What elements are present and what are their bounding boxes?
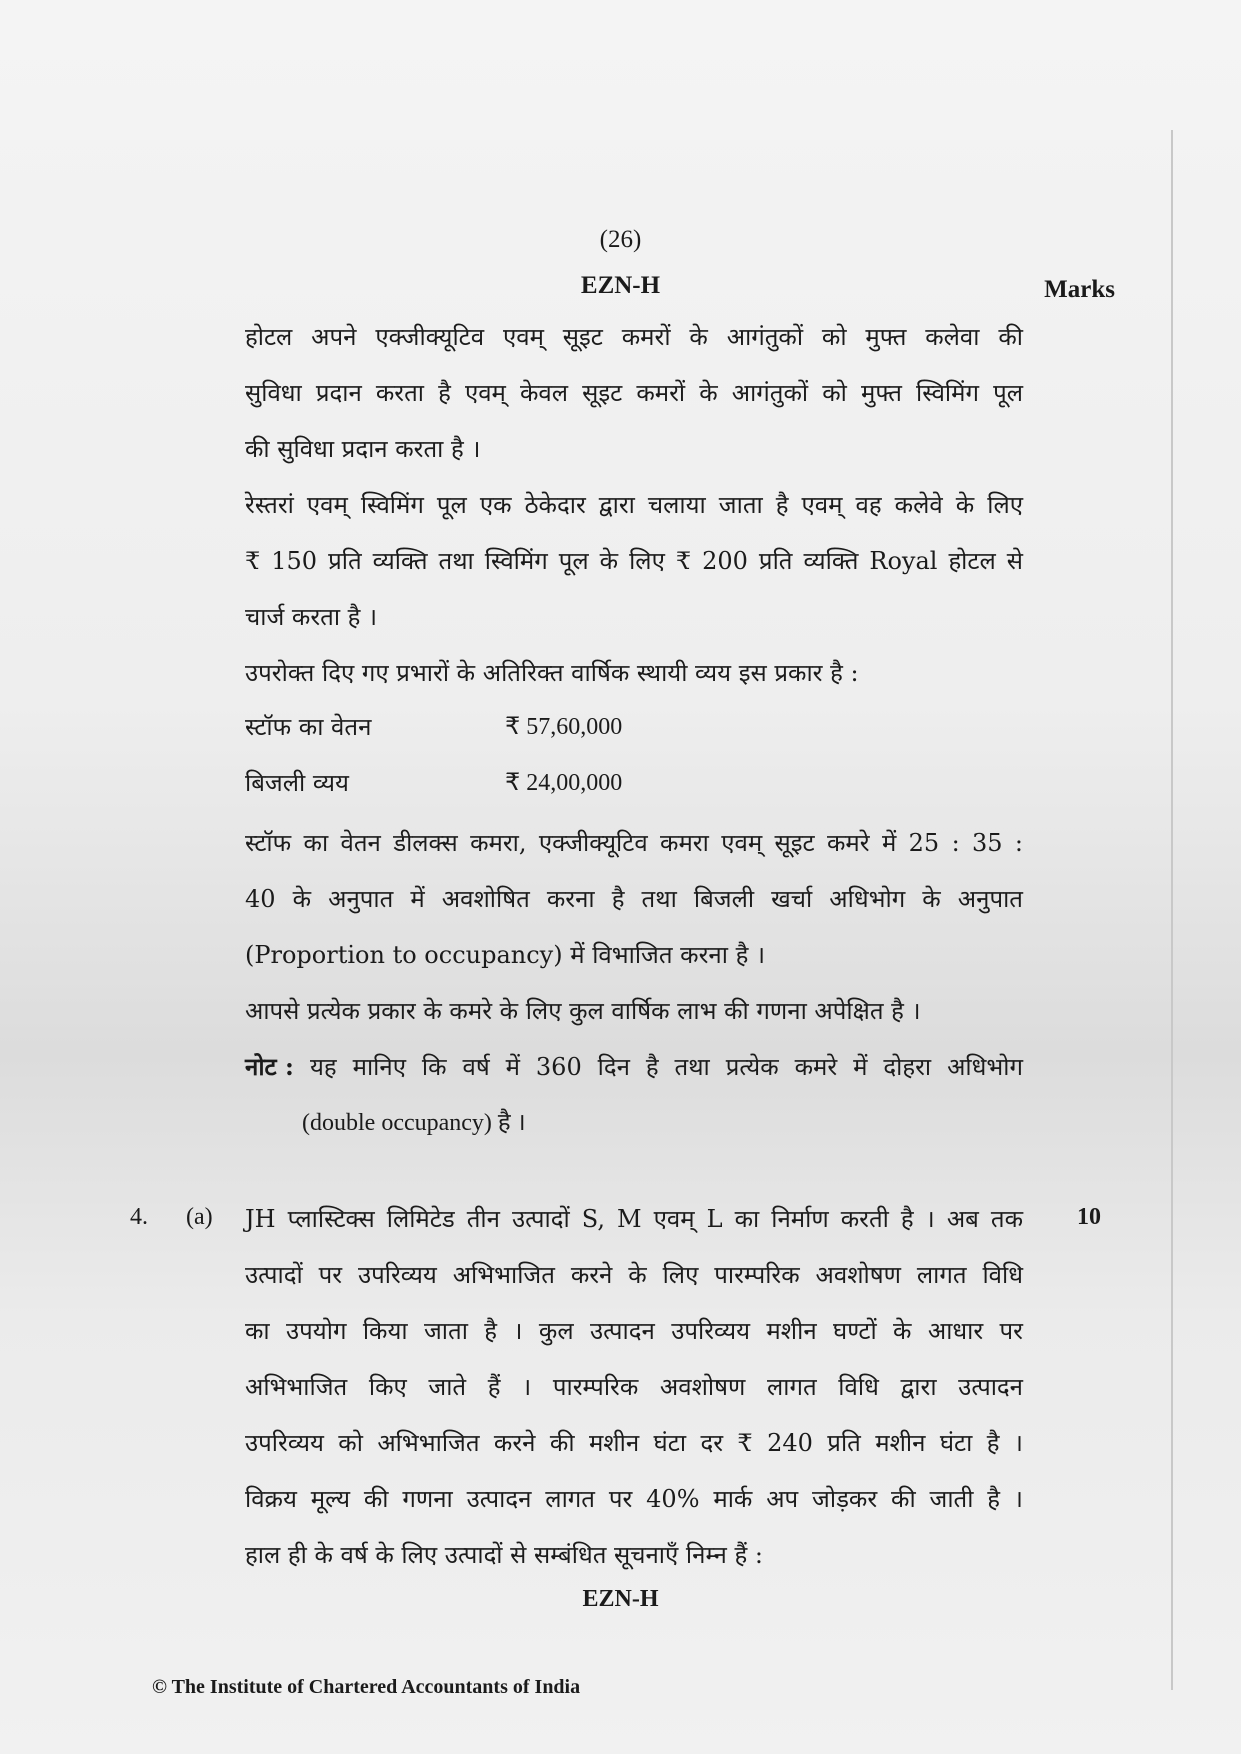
text-line: स्टॉफ का वेतन डीलक्स कमरा, एक्जीक्यूटिव कमरा एवम् सूइट कमरे में 25 : 35 : [245, 829, 1023, 857]
page-edge-shadow [1171, 130, 1173, 1690]
note-label: नोट : [245, 1052, 294, 1081]
copyright-notice: © The Institute of Chartered Accountants of India [152, 1676, 581, 1698]
text-line: उपरोक्त दिए गए प्रभारों के अतिरिक्त वार्षिक स्थायी व्यय इस प्रकार है : [245, 659, 859, 687]
text-line: सुविधा प्रदान करता है एवम् केवल सूइट कमरों के आगंतुकों को मुफ्त स्विमिंग पूल [245, 379, 1023, 407]
expense-amount-electricity: ₹ 24,00,000 [505, 770, 623, 796]
question-line: हाल ही के वर्ष के लिए उत्पादों से सम्बंधित सूचनाएँ निम्न हैं : [245, 1541, 763, 1569]
question-sub-part: (a) [186, 1204, 213, 1230]
text-line: होटल अपने एक्जीक्यूटिव एवम् सूइट कमरों के आगंतुकों को मुफ्त कलेवा की [245, 323, 1023, 351]
text-line: आपसे प्रत्येक प्रकार के कमरे के लिए कुल वार्षिक लाभ की गणना अपेक्षित है । [245, 997, 921, 1025]
marks-column-label: Marks [1044, 276, 1115, 303]
text-line: रेस्तरां एवम् स्विमिंग पूल एक ठेकेदार द्वारा चलाया जाता है एवम् वह कलेवे के लिए [245, 491, 1023, 519]
question-line: उपरिव्यय को अभिभाजित करने की मशीन घंटा दर ₹ 240 प्रति मशीन घंटा है । [245, 1429, 1023, 1457]
expense-label-electricity: बिजली व्यय [245, 769, 349, 797]
question-line: JH प्लास्टिक्स लिमिटेड तीन उत्पादों S, M एवम् L का निर्माण करती है । अब तक [245, 1205, 1023, 1233]
text-line: 40 के अनुपात में अवशोषित करना है तथा बिजली खर्चा अधिभोग के अनुपात [245, 885, 1023, 913]
note-text-continued: (double occupancy) है । [302, 1110, 526, 1136]
question-marks: 10 [1077, 1204, 1101, 1230]
expense-label-salary: स्टॉफ का वेतन [245, 713, 372, 741]
question-line: का उपयोग किया जाता है । कुल उत्पादन उपरिव्यय मशीन घण्टों के आधार पर [245, 1317, 1023, 1345]
question-line: अभिभाजित किए जाते हैं । पारम्परिक अवशोषण लागत विधि द्वारा उत्पादन [245, 1373, 1023, 1401]
paper-code-header: EZN-H [580, 272, 661, 299]
question-number: 4. [130, 1204, 148, 1230]
question-line: विक्रय मूल्य की गणना उत्पादन लागत पर 40% मार्क अप जोड़कर की जाती है । [245, 1485, 1023, 1513]
text-line: की सुविधा प्रदान करता है । [245, 435, 481, 463]
question-line: उत्पादों पर उपरिव्यय अभिभाजित करने के लिए पारम्परिक अवशोषण लागत विधि [245, 1261, 1023, 1289]
note-text: यह मानिए कि वर्ष में 360 दिन है तथा प्रत्येक कमरे में दोहरा अधिभोग [310, 1053, 1023, 1081]
text-line: (Proportion to occupancy) में विभाजित करना है । [245, 941, 766, 969]
text-line: चार्ज करता है । [245, 603, 378, 631]
text-line: ₹ 150 प्रति व्यक्ति तथा स्विमिंग पूल के लिए ₹ 200 प्रति व्यक्ति Royal होटल से [245, 547, 1023, 575]
page-number: (26) [599, 226, 642, 253]
paper-code-footer: EZN-H [582, 1586, 659, 1612]
expense-amount-salary: ₹ 57,60,000 [505, 714, 623, 740]
